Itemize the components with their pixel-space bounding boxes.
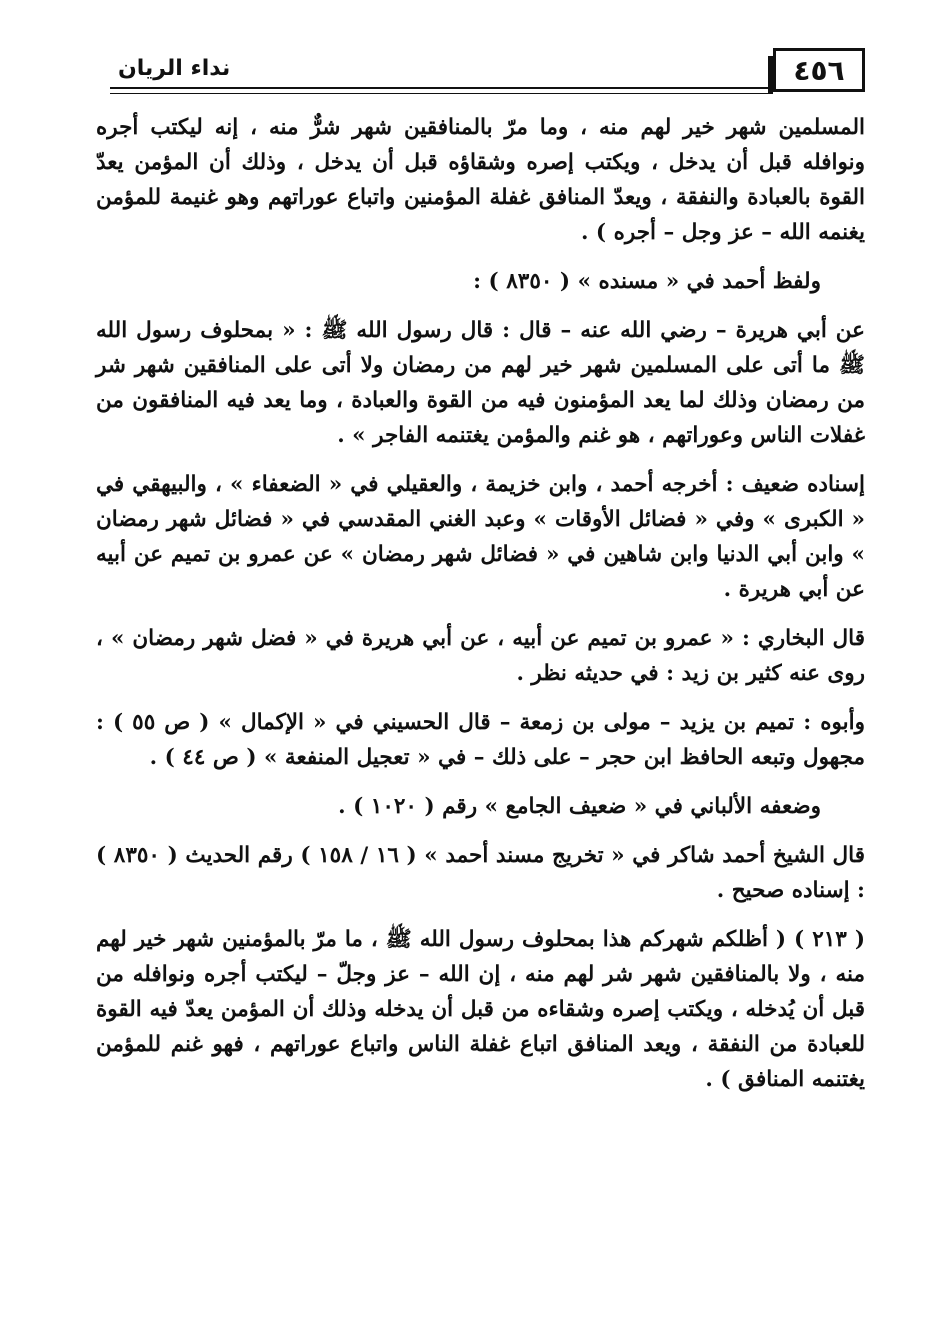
header-rule: [110, 87, 769, 94]
page-body: [96, 110, 865, 1111]
page-number: ٤٥٦: [773, 48, 865, 92]
paragraph-isnad-grading: إسناده ضعيف : أخرجه أحمد ، وابن خزيمة ، والعقيلي في « الضعفاء » ، والبيهقي في « الكبرى » وفي « فضائل الأوقات » وعبد الغني المقدسي في « فضائل شهر رمضان » وابن أبي الدنيا وابن شاهين في « فضائل شهر رمضان » عن عمرو بن تميم عن أبيه عن أبي هريرة .: [96, 472, 865, 602]
paragraph-hadith-text: عن أبي هريرة – رضي الله عنه – قال : قال رسول الله ﷺ : « بمحلوف رسول الله ﷺ ما أتى على المسلمين شهر خير لهم من رمضان ولا أتى على المنافقين شهر شر من رمضان وذلك لما يعد المؤمنون فيه من القوة والعبادة ، وما يعد فيه المنافقون من غفلات الناس وعوراتهم ، هو غنم والمؤمن يغتنمه الفاجر » .: [96, 318, 865, 448]
page-header: [110, 48, 865, 94]
paragraph-narrator-note: وأبوه : تميم بن يزيد – مولى بن زمعة – قال الحسيني في « الإكمال » ( ص ٥٥ ) : مجهول وتبعه الحافظ ابن حجر – على ذلك – في « تعجيل المنفعة » ( ص ٤٤ ) .: [96, 710, 865, 770]
running-title: نداء الريان: [118, 56, 231, 81]
paragraph-continuation: المسلمين شهر خير لهم منه ، وما مرّ بالمنافقين شهر شرٌّ منه ، إنه ليكتب أجره ونوافله قبل أن يدخل ، ويكتب إصره وشقاؤه قبل أن يدخل ، وذلك أن المؤمن يعدّ القوة بالعبادة والنفقة ، ويعدّ المنافق غفلة المؤمنين واتباع عوراتهم وهو غنيمة للمؤمن يغنمه الله – عز وجل – أجره ) .: [96, 115, 865, 245]
paragraph-hadith-213: ( ٢١٣ ) ( أظلكم شهركم هذا بمحلوف رسول الله ﷺ ، ما مرّ بالمؤمنين شهر خير لهم منه ، ولا بالمنافقين شهر شر لهم منه ، إن الله – عز وجلّ – ليكتب أجره ونوافله من قبل أن يُدخله ، ويكتب إصره وشقاءه من قبل أن يدخله وذلك أن المؤمن يعدّ فيه القوة للعبادة من النفقة ، ويعد المنافق اتباع غفلة الناس واتباع عوراتهم ، فهو غنم للمؤمن يغتنمه المنافق ) .: [96, 927, 865, 1092]
paragraph-albani-grading: وضعفه الألباني في « ضعيف الجامع » رقم ( ١٠٢٠ ) .: [338, 794, 821, 819]
paragraph-musnad-reference: ولفظ أحمد في « مسنده » ( ٨٣٥٠ ) :: [473, 269, 821, 294]
paragraph-shakir-grading: قال الشيخ أحمد شاكر في « تخريج مسند أحمد » ( ١٦ / ١٥٨ ) رقم الحديث ( ٨٣٥٠ ) : إسناده صحيح .: [96, 843, 865, 903]
paragraph-bukhari-quote: قال البخاري : « عمرو بن تميم عن أبيه ، عن أبي هريرة في « فضل شهر رمضان » ، روى عنه كثير بن زيد : في حديثه نظر .: [96, 626, 865, 686]
